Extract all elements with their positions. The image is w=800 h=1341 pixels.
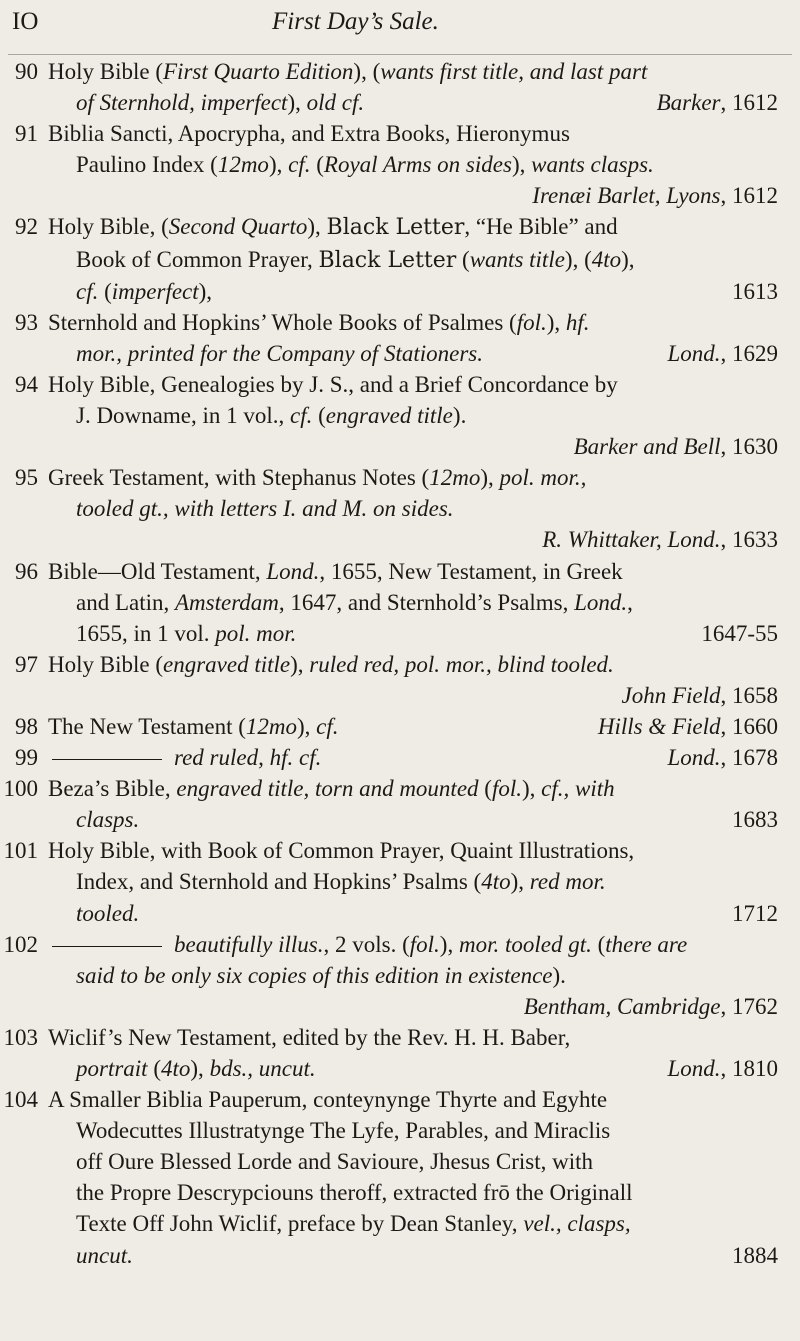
description-line bbox=[48, 587, 778, 618]
description-line bbox=[48, 211, 778, 243]
line-text bbox=[76, 680, 610, 711]
lot-number: 101 bbox=[3, 838, 38, 864]
text-run: , 1629 bbox=[720, 340, 778, 366]
lot-number: 90 bbox=[15, 59, 38, 84]
text-run: , 1647, and Sternhold’s Psalms, bbox=[278, 589, 575, 615]
line-text bbox=[76, 1146, 778, 1177]
text-run: 1884 bbox=[732, 1242, 778, 1268]
description-line bbox=[48, 960, 778, 991]
text-run: , 1810 bbox=[720, 1056, 778, 1081]
text-run: Texte Off John Wiclif, preface by Dean Stanley, bbox=[76, 1211, 524, 1237]
line-text bbox=[76, 338, 655, 369]
text-run: , 1633 bbox=[720, 527, 778, 553]
text-run: wants first title, and last part bbox=[380, 59, 648, 84]
header-rule bbox=[8, 54, 792, 55]
line-text bbox=[76, 1115, 778, 1146]
text-run: fol. bbox=[516, 309, 547, 335]
text-run: The New Testament ( bbox=[48, 713, 246, 739]
imprint bbox=[562, 431, 778, 462]
text-run: ( bbox=[591, 931, 606, 957]
text-run: cf. bbox=[316, 713, 339, 739]
imprint bbox=[610, 680, 779, 711]
line-text bbox=[48, 929, 778, 960]
text-run: ), bbox=[268, 152, 289, 178]
text-run: ( bbox=[312, 403, 326, 429]
description-line bbox=[48, 431, 778, 462]
text-run: Lond. bbox=[667, 340, 721, 366]
text-run: Index, and Sternhold and Hopkins’ Psalms ( bbox=[76, 869, 482, 895]
text-run: hf. bbox=[565, 309, 590, 335]
text-run: Lond. bbox=[667, 1056, 721, 1081]
text-run: Greek Testament, with Stephanus Notes ( bbox=[48, 465, 430, 491]
lot-description bbox=[48, 835, 778, 928]
imprint bbox=[720, 1240, 778, 1271]
text-run: ), ( bbox=[564, 246, 592, 272]
lot-description bbox=[48, 1084, 778, 1271]
text-run: John Field bbox=[621, 682, 721, 708]
running-title: First Day’s Sale. bbox=[272, 8, 439, 35]
text-run: , 1655, New Testament, in Greek bbox=[319, 558, 623, 584]
line-text bbox=[76, 524, 530, 555]
text-run: ( bbox=[98, 278, 112, 304]
lot-number: 99 bbox=[15, 745, 38, 771]
text-run: 12mo bbox=[429, 465, 481, 491]
text-run: R. Whittaker, Lond. bbox=[542, 527, 721, 553]
line-text bbox=[48, 369, 778, 400]
text-run: portrait bbox=[76, 1056, 148, 1081]
description-line bbox=[48, 493, 778, 524]
lot-description bbox=[48, 742, 778, 773]
imprint bbox=[655, 338, 778, 369]
lot-list bbox=[0, 56, 800, 1271]
lot-number: 97 bbox=[15, 651, 38, 677]
text-run: Holy Bible, Genealogies by J. S., and a Brief Concordance by bbox=[48, 371, 618, 397]
text-run: Second Quarto bbox=[168, 214, 308, 240]
text-run: 12mo bbox=[217, 152, 269, 178]
text-run: mor. tooled gt. bbox=[458, 931, 592, 957]
text-run: and Latin, bbox=[76, 589, 175, 615]
lot-number: 93 bbox=[15, 309, 38, 335]
lot-entry bbox=[0, 929, 800, 1022]
text-run: ), bbox=[511, 152, 532, 178]
imprint bbox=[530, 524, 778, 555]
lot-number: 92 bbox=[15, 214, 38, 240]
description-line bbox=[48, 835, 778, 866]
text-run: pol. mor. bbox=[215, 620, 297, 646]
text-run: Beza’s Bible, bbox=[48, 776, 177, 802]
lot-entry bbox=[0, 307, 800, 369]
lot-number: 102 bbox=[3, 931, 38, 957]
description-line bbox=[48, 742, 778, 773]
line-text bbox=[48, 56, 778, 87]
imprint bbox=[512, 991, 778, 1022]
text-run: ), bbox=[198, 278, 213, 304]
text-run: , 1762 bbox=[720, 993, 778, 1019]
lot-number: 96 bbox=[15, 558, 38, 584]
lot-number: 94 bbox=[15, 371, 38, 397]
text-run: mor., printed for the Company of Stationers. bbox=[76, 340, 483, 366]
text-run: J. Downame, in 1 vol., bbox=[76, 403, 291, 429]
text-run: there are bbox=[605, 931, 688, 957]
text-run: vel., clasps, bbox=[523, 1211, 631, 1237]
lot-entry bbox=[0, 649, 800, 711]
text-run: 1647-55 bbox=[701, 620, 778, 646]
ditto-dash bbox=[52, 759, 162, 760]
text-run: wants clasps. bbox=[531, 152, 654, 178]
lot-entry bbox=[0, 1084, 800, 1271]
description-line bbox=[48, 400, 778, 431]
text-run: pol. mor., bbox=[499, 465, 587, 491]
text-run: ( bbox=[478, 776, 492, 802]
text-run: red mor. bbox=[529, 869, 606, 895]
text-run: Lond. bbox=[574, 589, 628, 615]
imprint bbox=[720, 804, 778, 835]
text-run: the Propre Descrypciouns theroff, extracted frō the Originall bbox=[76, 1180, 633, 1206]
text-run: ( bbox=[456, 246, 470, 272]
description-line bbox=[48, 276, 778, 307]
description-line bbox=[48, 56, 778, 87]
description-line bbox=[48, 1146, 778, 1177]
description-line bbox=[48, 1084, 778, 1115]
line-text bbox=[48, 742, 655, 773]
lot-description bbox=[48, 118, 778, 211]
text-run: wants title bbox=[469, 246, 565, 272]
text-run: ), bbox=[480, 465, 500, 491]
text-run: Amsterdam bbox=[175, 589, 279, 615]
text-run: Paulino Index ( bbox=[76, 152, 218, 178]
text-run: Holy Bible ( bbox=[48, 651, 163, 677]
text-run: fol. bbox=[491, 776, 522, 802]
lot-number: 95 bbox=[15, 465, 38, 491]
text-run: Sternhold and Hopkins’ Whole Books of Psalmes ( bbox=[48, 309, 517, 335]
lot-description bbox=[48, 1022, 778, 1084]
description-line bbox=[48, 1177, 778, 1208]
lot-entry bbox=[0, 118, 800, 211]
text-run: Hills & Field bbox=[597, 713, 721, 739]
line-text bbox=[76, 149, 778, 180]
text-run: cf., with bbox=[541, 776, 615, 802]
line-text bbox=[48, 211, 778, 243]
line-text bbox=[48, 307, 778, 338]
description-line bbox=[48, 307, 778, 338]
line-text bbox=[76, 493, 778, 524]
line-text bbox=[48, 556, 778, 587]
description-line bbox=[48, 118, 778, 149]
lot-entry bbox=[0, 711, 800, 742]
lot-description bbox=[48, 649, 778, 711]
description-line bbox=[48, 149, 778, 180]
description-line bbox=[48, 898, 778, 929]
text-run: red ruled, hf. cf. bbox=[174, 745, 322, 771]
line-text bbox=[76, 991, 512, 1022]
text-run: Wiclif’s New Testament, edited by the Rev. H. H. Baber, bbox=[48, 1024, 571, 1050]
lot-description bbox=[48, 211, 778, 306]
text-run: Biblia Sancti, Apocrypha, and Extra Books, Hieronymus bbox=[48, 121, 570, 147]
lot-number: 98 bbox=[15, 713, 38, 739]
page-header bbox=[0, 8, 800, 40]
text-run: , 1612 bbox=[720, 90, 778, 116]
text-run: Wodecuttes Illustratynge The Lyfe, Parables, and Miraclis bbox=[76, 1118, 611, 1144]
description-line bbox=[48, 462, 778, 493]
description-line bbox=[48, 866, 778, 897]
description-line bbox=[48, 369, 778, 400]
line-text bbox=[76, 1053, 655, 1084]
text-run: , bbox=[627, 589, 633, 615]
text-run: Bible—Old Testament, bbox=[48, 558, 267, 584]
text-run: , 1630 bbox=[720, 434, 778, 460]
text-run: Lond. bbox=[266, 558, 320, 584]
text-run: Barker bbox=[656, 90, 721, 116]
lot-entry bbox=[0, 835, 800, 928]
line-text bbox=[76, 276, 720, 307]
text-run: 4to bbox=[161, 1056, 191, 1081]
text-run: Book of Common Prayer, bbox=[76, 246, 319, 272]
lot-entry bbox=[0, 773, 800, 835]
imprint bbox=[645, 87, 778, 118]
description-line bbox=[48, 338, 778, 369]
text-run: ), bbox=[190, 1056, 210, 1081]
line-text bbox=[48, 835, 778, 866]
lot-description bbox=[48, 556, 778, 649]
text-run: cf. bbox=[76, 278, 99, 304]
text-run: engraved title, torn and mounted bbox=[176, 776, 479, 802]
text-run: Holy Bible, with Book of Common Prayer, Quaint Illustrations, bbox=[48, 838, 635, 864]
text-run: Lond. bbox=[667, 745, 721, 771]
description-line bbox=[48, 1022, 778, 1053]
line-text bbox=[76, 244, 778, 276]
line-text bbox=[76, 618, 689, 649]
line-text bbox=[76, 87, 645, 118]
text-run: 4to bbox=[481, 869, 511, 895]
text-run: , 1612 bbox=[720, 183, 778, 209]
text-run: ), bbox=[287, 90, 307, 116]
text-run: ), bbox=[290, 651, 310, 677]
text-run: ), bbox=[439, 931, 459, 957]
description-line bbox=[48, 1053, 778, 1084]
description-line bbox=[48, 991, 778, 1022]
text-run: old cf. bbox=[306, 90, 365, 116]
page-number: IO bbox=[12, 8, 39, 35]
imprint bbox=[520, 180, 778, 211]
text-run: off Oure Blessed Lorde and Savioure, Jhesus Crist, with bbox=[76, 1149, 593, 1175]
text-run: imperfect bbox=[111, 278, 199, 304]
lot-entry bbox=[0, 742, 800, 773]
text-run: clasps. bbox=[76, 807, 140, 833]
lot-entry bbox=[0, 369, 800, 462]
description-line bbox=[48, 773, 778, 804]
ditto-dash bbox=[52, 946, 162, 947]
lot-entry bbox=[0, 1022, 800, 1084]
line-text bbox=[76, 180, 520, 211]
description-line bbox=[48, 929, 778, 960]
text-run: 12mo bbox=[245, 713, 297, 739]
text-run: ). bbox=[552, 962, 566, 988]
line-text bbox=[48, 773, 778, 804]
description-line bbox=[48, 244, 778, 276]
text-run: ( bbox=[310, 152, 324, 178]
lot-number: 103 bbox=[3, 1024, 38, 1050]
lot-description bbox=[48, 369, 778, 462]
line-text bbox=[48, 118, 778, 149]
imprint bbox=[655, 1053, 778, 1084]
lot-description bbox=[48, 307, 778, 369]
text-run: uncut. bbox=[76, 1242, 133, 1268]
text-run: ), bbox=[297, 713, 317, 739]
lot-entry bbox=[0, 462, 800, 555]
text-run: 1712 bbox=[732, 900, 778, 926]
text-run: Black Letter bbox=[318, 247, 457, 273]
description-line bbox=[48, 556, 778, 587]
description-line bbox=[48, 524, 778, 555]
text-run: ), bbox=[510, 869, 530, 895]
text-run: , 1658 bbox=[720, 682, 778, 708]
text-run: ( bbox=[147, 1056, 161, 1081]
text-run: ruled red, pol. mor., blind tooled. bbox=[309, 651, 614, 677]
line-text bbox=[76, 587, 778, 618]
description-line bbox=[48, 618, 778, 649]
imprint bbox=[720, 898, 778, 929]
line-text bbox=[76, 866, 778, 897]
line-text bbox=[76, 1208, 778, 1239]
text-run: Black Letter bbox=[326, 215, 465, 241]
lot-entry bbox=[0, 211, 800, 306]
line-text bbox=[76, 960, 778, 991]
lot-number: 104 bbox=[3, 1087, 38, 1113]
description-line bbox=[48, 680, 778, 711]
text-run: A Smaller Biblia Pauperum, conteynynge Thyrte and Egyhte bbox=[48, 1087, 608, 1113]
line-text bbox=[48, 649, 778, 680]
text-run: Royal Arms on sides bbox=[323, 152, 512, 178]
line-text bbox=[76, 1177, 778, 1208]
text-run: , 1660 bbox=[720, 713, 778, 739]
line-text bbox=[48, 1022, 778, 1053]
lot-description bbox=[48, 773, 778, 835]
lot-description bbox=[48, 56, 778, 118]
text-run: ), bbox=[522, 776, 542, 802]
line-text bbox=[48, 1084, 778, 1115]
text-run: 1683 bbox=[732, 807, 778, 833]
text-run: ), ( bbox=[353, 59, 381, 84]
imprint bbox=[655, 742, 778, 773]
description-line bbox=[48, 1115, 778, 1146]
line-text bbox=[48, 462, 778, 493]
text-run: beautifully illus. bbox=[174, 931, 324, 957]
description-line bbox=[48, 804, 778, 835]
text-run: , 1678 bbox=[720, 745, 778, 771]
text-run: Bentham, Cambridge bbox=[523, 993, 721, 1019]
description-line bbox=[48, 180, 778, 211]
text-run: tooled. bbox=[76, 900, 140, 926]
text-run: Holy Bible, ( bbox=[48, 214, 169, 240]
lot-entry bbox=[0, 56, 800, 118]
text-run: bds., uncut. bbox=[209, 1056, 316, 1081]
text-run: First Quarto Edition bbox=[163, 59, 354, 84]
text-run: 1655, in 1 vol. bbox=[76, 620, 216, 646]
description-line bbox=[48, 1208, 778, 1239]
text-run: Irenæi Barlet, Lyons bbox=[532, 183, 721, 209]
text-run: Holy Bible ( bbox=[48, 59, 163, 84]
description-line bbox=[48, 649, 778, 680]
lot-number: 100 bbox=[3, 776, 38, 802]
text-run: cf. bbox=[290, 403, 313, 429]
imprint bbox=[689, 618, 778, 649]
imprint bbox=[586, 711, 778, 742]
text-run: fol. bbox=[409, 931, 440, 957]
line-text bbox=[76, 898, 720, 929]
text-run: ), bbox=[621, 246, 635, 272]
text-run: of Sternhold, imperfect bbox=[76, 90, 288, 116]
text-run: said to be only six copies of this edition in existence bbox=[76, 962, 553, 988]
text-run: cf. bbox=[288, 152, 311, 178]
line-text bbox=[48, 711, 586, 742]
lot-description bbox=[48, 929, 778, 1022]
description-line bbox=[48, 87, 778, 118]
description-line bbox=[48, 711, 778, 742]
text-run: 4to bbox=[591, 246, 622, 272]
text-run: 1613 bbox=[732, 278, 778, 304]
lot-description bbox=[48, 462, 778, 555]
line-text bbox=[76, 400, 778, 431]
text-run: engraved title bbox=[163, 651, 291, 677]
line-text bbox=[76, 431, 562, 462]
lot-description bbox=[48, 711, 778, 742]
text-run: , 2 vols. ( bbox=[323, 931, 410, 957]
text-run: ). bbox=[452, 403, 467, 429]
text-run: , “He Bible” and bbox=[464, 214, 618, 240]
lot-entry bbox=[0, 556, 800, 649]
line-text bbox=[76, 1240, 720, 1271]
line-text bbox=[76, 804, 720, 835]
description-line bbox=[48, 1240, 778, 1271]
text-run: ), bbox=[307, 214, 327, 240]
text-run: ), bbox=[546, 309, 566, 335]
text-run: engraved title bbox=[325, 403, 453, 429]
text-run: Barker and Bell bbox=[573, 434, 721, 460]
lot-number: 91 bbox=[15, 121, 38, 147]
imprint bbox=[720, 276, 778, 307]
text-run: tooled gt., with letters I. and M. on sides. bbox=[76, 496, 454, 522]
